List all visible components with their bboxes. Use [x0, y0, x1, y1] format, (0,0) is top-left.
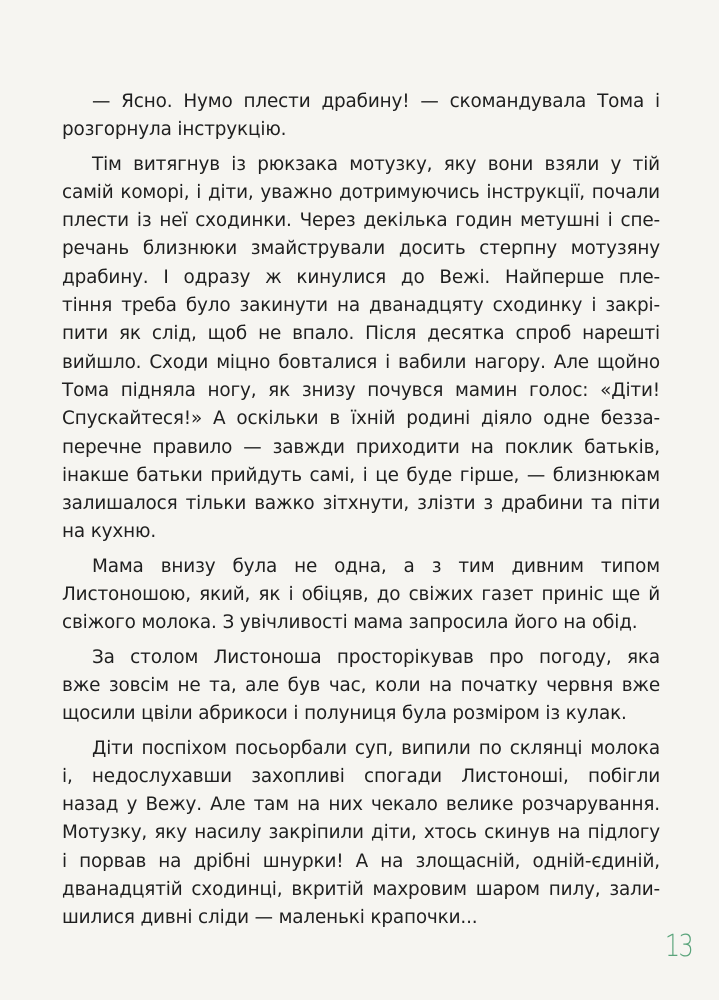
text-line: щосили цвіли абрикоси і полуниця була розміром із кулак. — [62, 703, 627, 725]
text-line: Тім витягнув із рюкзака мотузку, яку вони взяли у тій — [92, 153, 660, 175]
text-line: пити як слід, щоб не впало. Після десятка спроб нарешті — [62, 323, 660, 345]
text-line: дванадцятій сходинці, вкритій махровим шаром пилу, зали- — [62, 879, 660, 901]
text-line: розгорнула інструкцію. — [62, 119, 287, 141]
page-number: 13 — [664, 929, 692, 964]
text-line: речань близнюки змайстрували досить стерпну мотузяну — [62, 238, 660, 260]
text-line: Спускайтеся!» А оскільки в їхній родині діяло одне безза- — [62, 408, 660, 430]
page-body — [62, 88, 660, 928]
text-line: Тома підняла ногу, як знизу почувся мамин голос: «Діти! — [62, 379, 660, 401]
text-line: і порвав на дрібні шнурки! А на злощасній, одній-єдиній, — [62, 850, 660, 872]
text-line: За столом Листоноша просторікував про погоду, яка — [92, 646, 660, 668]
text-line: шилися дивні сліди — маленькі крапочки... — [62, 907, 478, 929]
text-line: плести із неї сходинки. Через декілька годин метушні і спе- — [62, 210, 660, 232]
text-line: перечне правило — завжди приходити на поклик батьків, — [62, 436, 660, 458]
text-line: і, недослухавши захопливі спогади Листоноші, побігли — [62, 765, 660, 787]
paragraph-1 — [62, 88, 660, 145]
text-line: — Ясно. Нумо плести драбину! — скомандувала Тома і — [92, 91, 660, 112]
paragraph-3 — [62, 553, 660, 638]
text-line: драбину. І одразу ж кинулися до Вежі. Найперше пле- — [62, 266, 660, 288]
text-line: вийшло. Сходи міцно бовталися і вабили нагору. Але щойно — [62, 351, 660, 373]
text-line: залишалося тільки важко зітхнути, злізти з драбини та піти — [62, 493, 660, 515]
text-line: тіння треба було закинути на дванадцяту сходинку і закрі- — [62, 295, 660, 317]
text-line: інакше батьки прийдуть самі, і це буде гірше, — близнюкам — [62, 464, 660, 486]
text-line: самій коморі, і діти, уважно дотримуючись інструкції, почали — [62, 181, 660, 203]
text-line: свіжого молока. З увічливості мама запросила його на обід. — [62, 612, 638, 634]
paragraph-5 — [62, 735, 660, 933]
text-line: Листоношою, який, як і обіцяв, до свіжих газет приніс ще й — [62, 584, 660, 606]
text-line: Діти поспіхом посьорбали суп, випили по склянці молока — [92, 737, 660, 759]
text-line: назад у Вежу. Але там на них чекало велике розчарування. — [62, 794, 660, 816]
text-line: вже зовсім не та, але був час, коли на початку червня вже — [62, 674, 660, 696]
text-line: Мама внизу була не одна, а з тим дивним типом — [92, 555, 660, 577]
paragraph-2 — [62, 151, 660, 547]
text-line: на кухню. — [62, 521, 157, 543]
text-line: Мотузку, яку насилу закріпили діти, хтось скинув на підлогу — [62, 822, 660, 844]
paragraph-4 — [62, 644, 660, 729]
